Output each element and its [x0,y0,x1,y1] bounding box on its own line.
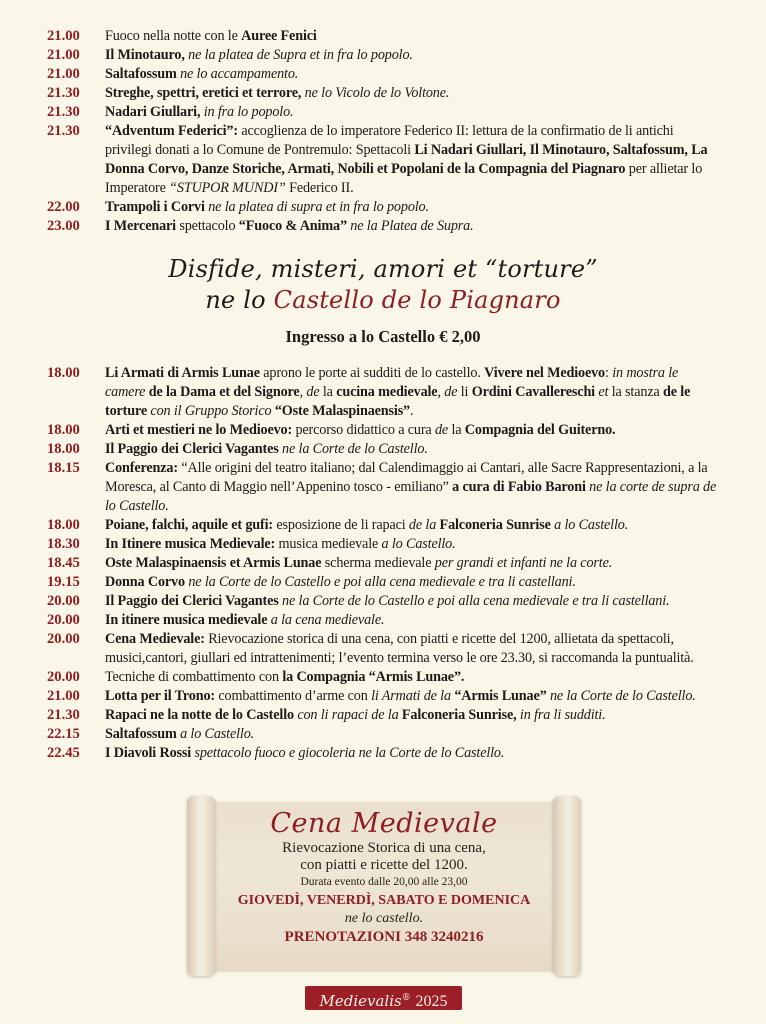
bold-text: Streghe, spettri, eretici et terrore, [105,85,305,101]
bold-text: cucina medievale [336,384,438,400]
schedule-entry [0,706,766,725]
italic-text: et [594,384,609,400]
entry-time: 18.00 [47,441,80,457]
scroll-location: ne lo castello. [344,911,424,926]
bold-text: “Fuoco & Anima” [238,218,347,234]
entry-description [105,592,717,611]
entry-description [105,744,717,763]
entry-time: 21.00 [47,688,80,704]
plain-text: per allietar lo Imperatore [105,161,703,196]
schedule-entry [0,27,766,46]
schedule-entry [0,217,766,236]
bold-text: I Diavoli Rossi [105,745,192,761]
plain-text: li [457,384,472,400]
entry-description [105,103,717,122]
bold-text: “Oste Malaspinaensis” [274,403,411,419]
scroll-content [217,808,551,948]
schedule-entry [0,668,766,687]
entry-time: 20.00 [47,631,80,647]
entry-description [105,364,717,421]
medievalis-badge [305,986,462,1010]
bold-text: Li Nadari Giullari, Il Minotauro, Saltafossum, La Donna Corvo, Danze Storiche, Armati, Nobili et Popolani de la Compagnia del Piagnaro [105,142,708,177]
bold-text: Arti et mestieri ne lo Medioevo: [105,422,293,438]
bold-text: Auree Fenici [241,28,317,44]
schedule-entry [0,630,766,668]
plain-text: , [299,384,307,400]
bold-text: Cena Medievale: [105,631,205,647]
castle-section-subtitle [0,285,766,315]
bold-text: Il Paggio dei Clerici Vagantes [105,593,279,609]
bold-text: Saltafossum [105,66,181,82]
schedule-entry [0,516,766,535]
entry-time: 21.00 [47,66,80,82]
entry-time: 21.30 [47,85,80,101]
entry-description [105,706,717,725]
italic-text: a lo Castello. [550,517,629,533]
italic-text: in fra li sudditi. [516,707,606,723]
entry-time: 18.00 [47,365,80,381]
italic-text: in mostra le camere [105,365,679,400]
bold-text: la Compagnia “Armis Lunae”. [282,669,465,685]
entry-time: 21.30 [47,123,80,139]
registered-mark: ® [401,993,411,1003]
entry-time: 18.00 [47,517,80,533]
italic-text: in fra lo popolo. [203,104,294,120]
plain-text: , [437,384,445,400]
italic-text: con li rapaci de la [293,707,399,723]
entry-description [105,122,717,198]
scroll-duration: Durata evento dalle 20,00 alle 23,00 [300,876,468,888]
entry-time: 22.15 [47,726,80,742]
italic-text: spettacolo fuoco e giocoleria ne la Corte de lo Castello. [191,745,505,761]
schedule-entry [0,421,766,440]
italic-text: ne la corte de supra de lo Castello. [105,479,717,514]
italic-text: ne la Corte de lo Castello. [546,688,696,704]
bold-text: a cura di Fabio Baroni [448,479,586,495]
plain-text: Rievocazione storica di una cena, con piatti e ricette del 1200, allietata da spettacoli, musici,cantori, giullari ed intrattenimenti; l’evento termina verso le ore 23.30, si raccomanda la puntualità. [105,631,694,666]
scroll-booking[interactable]: PRENOTAZIONI 348 3240216 [284,929,484,945]
italic-text: a lo Castello. [176,726,255,742]
entry-time: 22.00 [47,199,80,215]
entry-description [105,198,717,217]
entry-time: 18.30 [47,536,80,552]
schedule-entry [0,725,766,744]
bold-text: Saltafossum [105,726,177,742]
italic-text: de [306,384,320,400]
entry-description [105,27,717,46]
schedule-entry [0,84,766,103]
italic-text: ne la Corte de lo Castello e poi alla cena medievale e tra li castellani. [184,574,576,590]
entry-description [105,217,717,236]
castle-section-title: Disfide, misteri, amori et “torture” [168,255,598,283]
italic-text: con il Gruppo Storico [147,403,275,419]
entry-time: 19.15 [47,574,80,590]
schedule-entry [0,554,766,573]
brand-name: Medievalis [319,992,402,1010]
bold-text: In Itinere musica Medievale: [105,536,276,552]
entry-description [105,459,717,516]
entry-description [105,516,717,535]
entry-time: 20.00 [47,669,80,685]
evening-program [0,27,766,236]
edition-year: 2025 [415,993,448,1010]
bold-text: I Mercenari [105,218,176,234]
entry-time: 18.15 [47,460,80,476]
schedule-entry [0,611,766,630]
italic-text: a lo Castello. [381,536,456,552]
entry-description [105,46,717,65]
castle-name: Castello de lo Piagnaro [273,286,561,314]
entry-description [105,573,717,592]
schedule-entry [0,535,766,554]
entry-description [105,535,717,554]
schedule-entry [0,364,766,421]
castle-program [0,364,766,763]
entry-time: 18.00 [47,422,80,438]
bold-text: Conferenza: [105,460,178,476]
plain-text: la [319,384,337,400]
schedule-entry [0,592,766,611]
bold-text: Falconeria Sunrise, [398,707,517,723]
entry-time: 21.30 [47,104,80,120]
entry-time: 23.00 [47,218,80,234]
bold-text: Oste Malaspinaensis et Armis Lunae [105,555,322,571]
entry-description [105,65,717,84]
italic-text: ne la Platea de Supra. [346,218,474,234]
plain-text: musica medievale [275,536,382,552]
scroll-roll-left [187,796,215,976]
italic-text: per grandi et infanti ne la corte. [434,555,613,571]
plain-text: la stanza [608,384,664,400]
plain-text: percorso didattico a cura [292,422,435,438]
plain-text: “Alle origini del teatro italiano; dal Calendimaggio ai Cantari, alle Sacre Rappresentazioni, a la Moresca, al Canto di Maggio nell’Appenino tosco - emiliano” [105,460,708,495]
scroll-days: GIOVEDÌ, VENERDÌ, SABATO E DOMENICA [237,893,531,908]
bold-text: Poiane, falchi, aquile et gufi: [105,517,273,533]
entry-time: 21.00 [47,28,80,44]
bold-text: In itinere musica medievale [105,612,268,628]
entry-description [105,421,717,440]
schedule-entry [0,122,766,198]
schedule-entry [0,46,766,65]
entry-time: 22.45 [47,745,80,761]
entry-time: 21.00 [47,47,80,63]
bold-text: Compagnia del Guiterno. [464,422,616,438]
schedule-entry [0,103,766,122]
italic-text: ne lo Vicolo de lo Voltone. [304,85,450,101]
entry-description [105,687,717,706]
plain-text: spettacolo [175,218,239,234]
italic-text: de [444,384,458,400]
bold-text: Nadari Giullari, [105,104,204,120]
schedule-entry [0,687,766,706]
bold-text: de la Dama et del Signore [145,384,300,400]
plain-text: combattimento d’arme con [215,688,372,704]
schedule-entry [0,65,766,84]
schedule-entry [0,198,766,217]
italic-text: ne la platea di supra et in fra lo popolo. [208,199,429,215]
entry-fee: Ingresso a lo Castello € 2,00 [285,327,481,346]
bold-text: Ordini Cavallereschi [471,384,595,400]
italic-text: de la [408,517,437,533]
entry-time: 20.00 [47,612,80,628]
bold-text: Il Minotauro, [105,47,189,63]
scroll-title: Cena Medievale [270,808,498,839]
scroll-description-line1: Rievocazione Storica di una cena, [282,840,486,856]
scroll-description-line2: con piatti e ricette del 1200. [300,857,468,873]
italic-text: a la cena medievale. [267,612,385,628]
schedule-entry [0,573,766,592]
plain-text: . [410,403,414,419]
plain-text: Fuoco nella notte con le [105,28,242,44]
bold-text: Li Armati di Armis Lunae [105,365,260,381]
entry-time: 18.45 [47,555,80,571]
subtitle-prefix: ne lo [205,286,274,314]
italic-text: ne la platea de Supra et in fra lo popolo. [188,47,413,63]
entry-description [105,630,717,668]
cena-medievale-scroll [187,796,581,976]
bold-text: Lotta per il Trono: [105,688,215,704]
entry-time: 21.30 [47,707,80,723]
bold-text: Falconeria Sunrise [436,517,551,533]
entry-description [105,84,717,103]
plain-text: accoglienza de lo imperatore Federico II: lettura de la confirmatio de li antichi privilegi donati a lo Comune de Pontremulo: Spettacoli [105,123,674,158]
italic-text: ne la Corte de lo Castello. [278,441,428,457]
plain-text: esposizione de li rapaci [272,517,409,533]
entry-description [105,554,717,573]
italic-text: ne la Corte de lo Castello e poi alla cena medievale e tra li castellani. [278,593,670,609]
italic-text: de [434,422,449,438]
entry-description [105,668,717,687]
entry-description [105,440,717,459]
plain-text: : [605,365,613,381]
schedule-entry [0,744,766,763]
italic-text: ne lo accampamento. [180,66,299,82]
italic-text: li Armati de la [371,688,451,704]
bold-text: Vivere nel Medioevo [484,365,605,381]
bold-text: Rapaci ne la notte de lo Castello [105,707,294,723]
entry-time: 20.00 [47,593,80,609]
bold-text: Il Paggio dei Clerici Vagantes [105,441,279,457]
bold-text: Trampoli i Corvi [105,199,209,215]
schedule-entry [0,440,766,459]
bold-text: de le torture [105,384,691,419]
scroll-roll-right [553,796,581,976]
bold-text: “Adventum Federici”: [105,123,242,139]
plain-text: la [448,422,465,438]
plain-text: aprono le porte ai sudditi de lo castello. [259,365,485,381]
plain-text: Tecniche di combattimento con [105,669,283,685]
bold-text: Donna Corvo [105,574,185,590]
entry-description [105,725,717,744]
plain-text: scherma medievale [321,555,435,571]
schedule-entry [0,459,766,516]
entry-description [105,611,717,630]
plain-text: Federico II. [285,180,354,196]
bold-text: “Armis Lunae” [450,688,547,704]
italic-text: “STUPOR MUNDI” [169,180,286,196]
